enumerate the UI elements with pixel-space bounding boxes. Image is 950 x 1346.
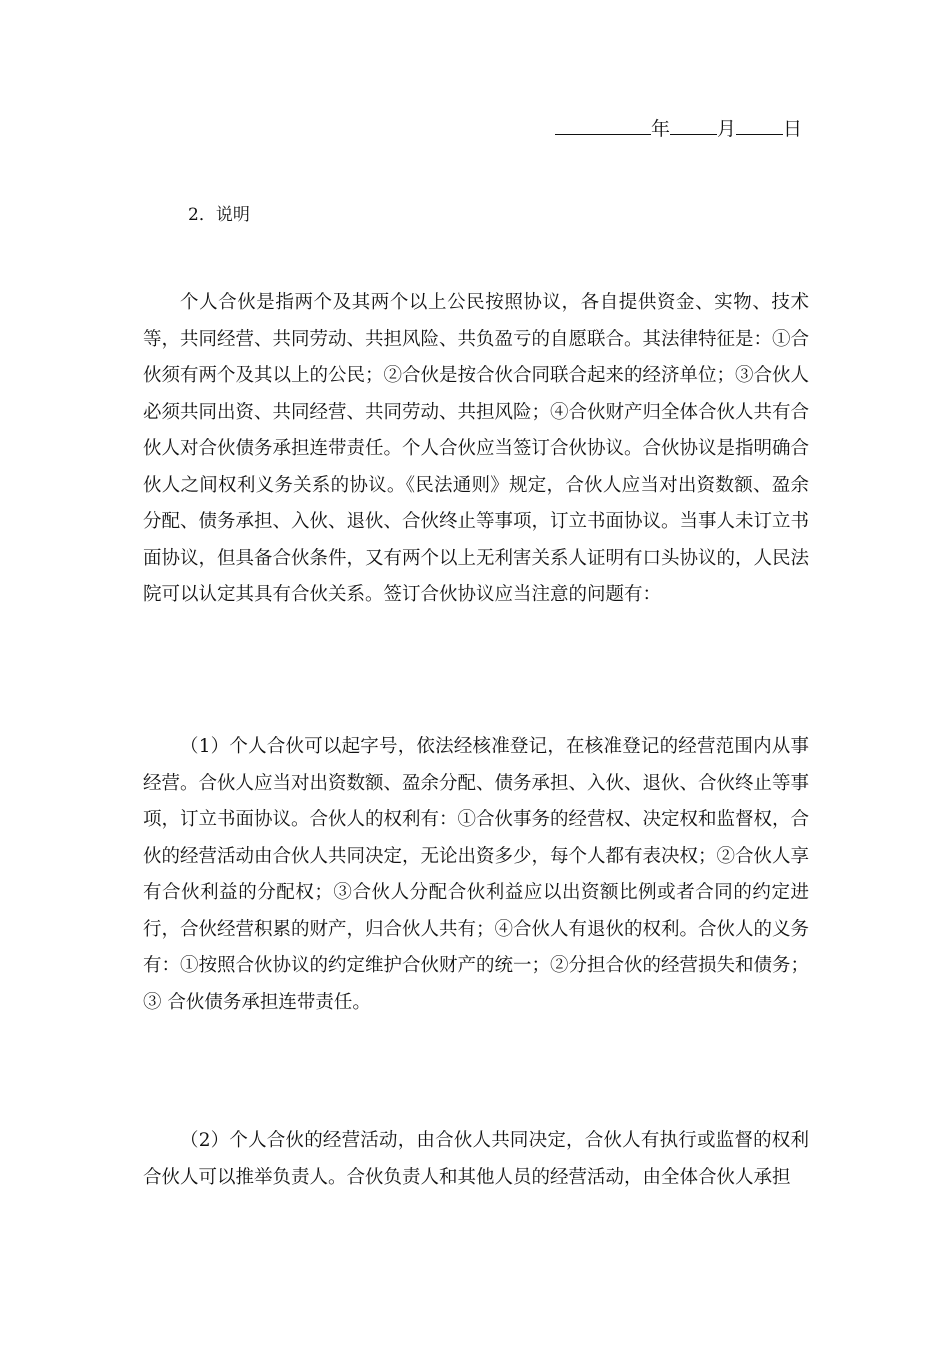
paragraph-item-1: （1）个人合伙可以起字号，依法经核准登记，在核准登记的经营范围内从事经营。合伙人应当对出资数额、盈余分配、债务承担、入伙、退伙、合伙终止等事项，订立书面协议。合伙人的权利有：①合伙事务的经营权、决定权和监督权，合伙的经营活动由合伙人共同决定，无论出资多少，每个人都有表决权；②合伙人享有合伙利益的分配权；③合伙人分配合伙利益应以出资额比例或者合同的约定进行，合伙经营积累的财产，归合伙人共有；④合伙人有退伙的权利。合伙人的义务有：①按照合伙协议的约定维护合伙财产的统一；②分担合伙的经营损失和债务；③ 合伙债务承担连带责任。 (143, 736, 810, 1013)
month-blank (670, 114, 717, 135)
day-blank (736, 114, 783, 135)
year-blank (555, 114, 651, 135)
date-signature-line (555, 114, 815, 143)
month-label: 月 (717, 118, 737, 140)
paragraph-definition: 个人合伙是指两个及其两个以上公民按照协议，各自提供资金、实物、技术等，共同经营、共同劳动、共担风险、共负盈亏的自愿联合。其法律特征是：①合伙须有两个及其以上的公民；②合伙是按合伙合同联合起来的经济单位；③合伙人必须共同出资、共同经营、共同劳动、共担风险；④合伙财产归全体合伙人共有合伙人对合伙债务承担连带责任。个人合伙应当签订合伙协议。合伙协议是指明确合伙人之间权利义务关系的协议。《民法通则》规定，合伙人应当对出资数额、盈余分配、债务承担、入伙、退伙、合伙终止等事项，订立书面协议。当事人未订立书面协议，但具备合伙条件，又有两个以上无利害关系人证明有口头协议的，人民法院可以认定其具有合伙关系。签订合伙协议应当注意的问题有： (143, 292, 810, 605)
section-heading: 2．说明 (188, 205, 250, 225)
year-label: 年 (651, 118, 671, 140)
day-label: 日 (783, 118, 803, 140)
paragraph-item-2: （2）个人合伙的经营活动，由合伙人共同决定，合伙人有执行或监督的权利合伙人可以推举负责人。合伙负责人和其他人员的经营活动，由全体合伙人承担 (143, 1130, 809, 1188)
